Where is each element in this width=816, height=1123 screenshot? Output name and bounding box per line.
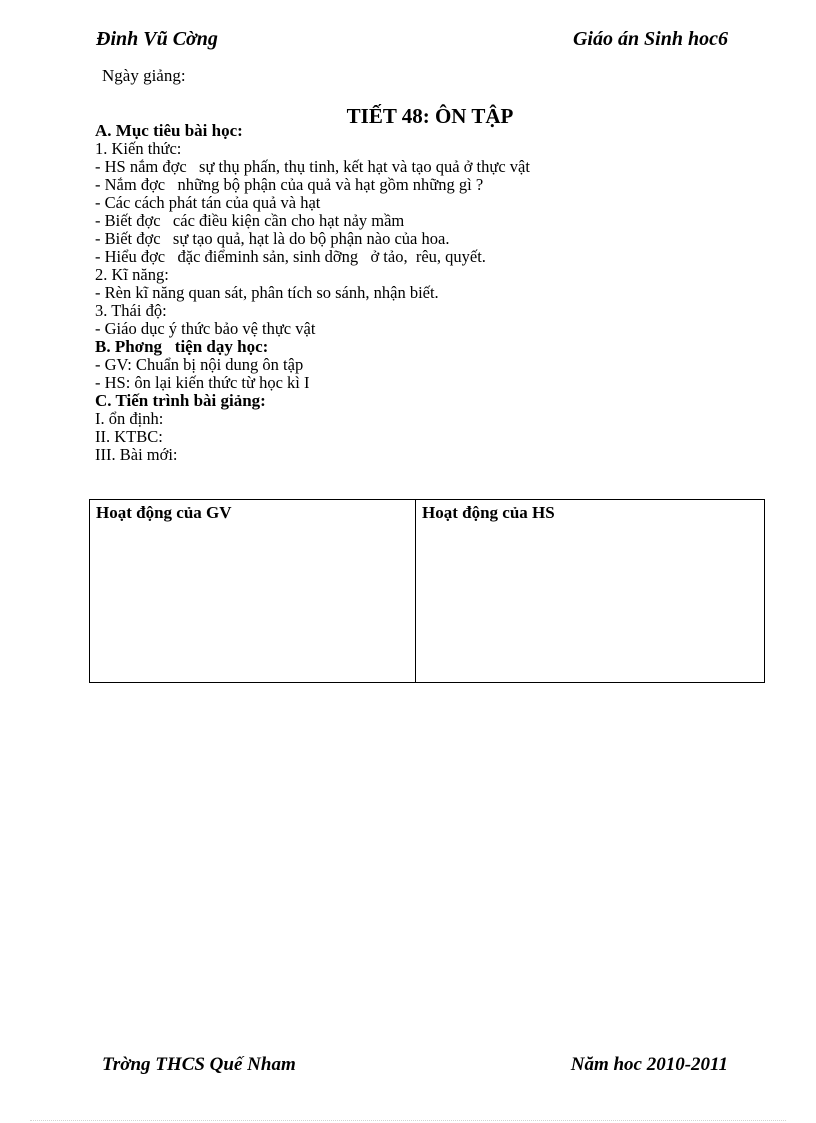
page-divider — [30, 1120, 786, 1121]
section-b-heading: B. Phơng tiện dạy học: — [95, 337, 269, 356]
date-label: Ngày giảng: — [102, 66, 186, 85]
header-author: Đinh Vũ Cờng — [96, 28, 218, 50]
knowledge-item: - Hiểu đợc đặc điểminh sản, sinh dỡng ở tảo, rêu, quyết. — [95, 247, 486, 266]
procedure-item: II. KTBC: — [95, 427, 163, 446]
student-activity-cell: Hoạt động của HS — [416, 500, 765, 683]
knowledge-item: - HS nắm đợc sự thụ phấn, thụ tinh, kết hạt và tạo quả ở thực vật — [95, 157, 530, 176]
knowledge-item: - Nắm đợc những bộ phận của quả và hạt gồm những gì ? — [95, 175, 484, 194]
materials-item: - GV: Chuẩn bị nội dung ôn tập — [95, 355, 304, 374]
knowledge-item: - Biết đợc các điều kiện cần cho hạt nảy mầm — [95, 211, 405, 230]
activity-table-row — [90, 500, 765, 683]
lesson-title: TIẾT 48: ÔN TẬP — [346, 104, 514, 128]
teacher-activity-cell: Hoạt động của GV — [90, 500, 416, 683]
knowledge-item: - Các cách phát tán của quả và hạt — [95, 193, 321, 212]
knowledge-heading: 1. Kiến thức: — [95, 139, 182, 158]
procedure-item: III. Bài mới: — [95, 445, 178, 464]
header-subject: Giáo án Sinh hoc6 — [572, 28, 728, 50]
knowledge-item: - Biết đợc sự tạo quả, hạt là do bộ phận nào của hoa. — [95, 229, 450, 248]
materials-item: - HS: ôn lại kiến thức từ học kì I — [95, 373, 310, 392]
skill-item: - Rèn kĩ năng quan sát, phân tích so sánh, nhận biết. — [95, 283, 439, 302]
section-c-heading: C. Tiến trình bài giảng: — [95, 391, 266, 410]
skill-heading: 2. Kĩ năng: — [95, 265, 169, 284]
lesson-body — [95, 122, 755, 464]
activity-table — [89, 499, 765, 683]
footer-year: Năm hoc 2010-2011 — [570, 1054, 728, 1075]
attitude-item: - Giáo dục ý thức bảo vệ thực vật — [95, 319, 316, 338]
footer-school: Trờng THCS Quế Nham — [102, 1054, 296, 1075]
attitude-heading: 3. Thái độ: — [95, 301, 167, 320]
section-a-heading: A. Mục tiêu bài học: — [95, 121, 243, 140]
procedure-item: I. ổn định: — [95, 409, 164, 428]
